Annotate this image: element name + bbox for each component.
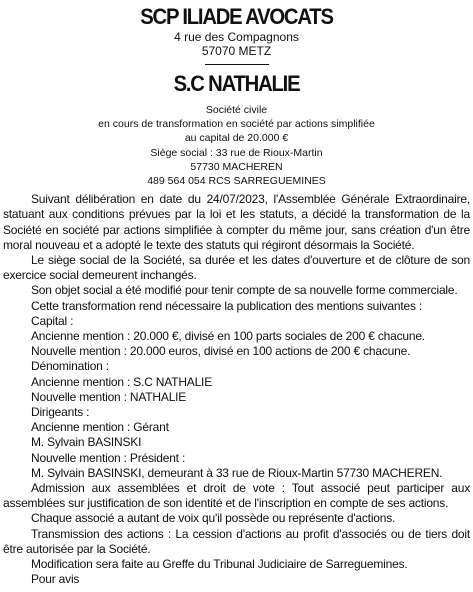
separator-rule — [205, 64, 269, 65]
firm-address-line1: 4 rue des Compagnons — [174, 30, 299, 44]
company-info — [3, 103, 470, 188]
dirigeants-old-name: M. Sylvain BASINSKI — [31, 435, 142, 450]
dirigeants-new-name: M. Sylvain BASINSKI, demeurant à 33 rue de Rioux-Martin 57730 MACHEREN. — [31, 465, 443, 480]
firm-address-line2: 57070 METZ — [201, 44, 272, 58]
company-form: Société civile — [205, 104, 268, 116]
dirigeants-new: Nouvelle mention : Président : — [31, 450, 186, 465]
paragraph-admission: Admission aux assemblées et droit de vote : Tout associé peut participer aux assemblées sur justification de son identité et de l'inscription en compte de ses actions. — [3, 481, 470, 511]
company-name: S.C NATHALIE — [173, 71, 300, 96]
denomination-old: Ancienne mention : S.C NATHALIE — [31, 374, 212, 389]
paragraph-deliberation: Suivant délibération en date du 24/07/2023, l'Assemblée Générale Extraordinaire, statuant aux conditions prévues par la loi et les statuts, a décidé la transformation de la Société en société par actions simplifiée à compter du même jour, sans création d'un être moral nouveau et a adopté le texte des statuts qui régiront désormais la Société. — [3, 192, 470, 252]
denomination-new: Nouvelle mention : NATHALIE — [31, 389, 187, 404]
paragraph-siege: Le siège social de la Société, sa durée et les dates d'ouverture et de clôture de son exercice social demeurent inchangés. — [3, 253, 470, 283]
paragraph-transmission: Transmission des actions : La cession d'actions au profit d'associés ou de tiers doit être autorisée par la Société. — [3, 526, 470, 556]
capital-label: Capital : — [31, 313, 74, 328]
firm-name: SCP ILIADE AVOCATS — [140, 4, 333, 29]
capital-new: Nouvelle mention : 20.000 euros, divisé en 100 actions de 200 € chacune. — [31, 344, 411, 359]
notice-body — [3, 192, 470, 587]
dirigeants-label: Dirigeants : — [31, 405, 90, 420]
legal-notice — [0, 4, 473, 592]
capital-old: Ancienne mention : 20.000 €, divisé en 100 parts sociales de 200 € chacune. — [31, 329, 425, 344]
denomination-label: Dénomination : — [31, 359, 109, 374]
company-transformation: en cours de transformation en société par actions simplifiée — [98, 118, 375, 131]
closing-pour-avis: Pour avis — [31, 572, 80, 587]
company-headquarters: Siège social : 33 rue de Rioux-Martin — [150, 146, 323, 159]
paragraph-voix: Chaque associé a autant de voix qu'il possède ou représente d'actions. — [31, 511, 396, 526]
paragraph-objet: Son objet social a été modifié pour tenir compte de sa nouvelle forme commerciale. — [31, 283, 458, 298]
company-capital: au capital de 20.000 € — [184, 132, 289, 145]
dirigeants-old: Ancienne mention : Gérant — [31, 420, 169, 435]
company-rcs: 489 564 054 RCS SARREGUEMINES — [147, 175, 326, 188]
paragraph-greffe: Modification sera faite au Greffe du Tribunal Judiciaire de Sarreguemines. — [31, 557, 408, 572]
company-city: 57730 MACHEREN — [190, 160, 283, 173]
paragraph-publication: Cette transformation rend nécessaire la publication des mentions suivantes : — [31, 298, 423, 313]
firm-address — [3, 30, 470, 58]
